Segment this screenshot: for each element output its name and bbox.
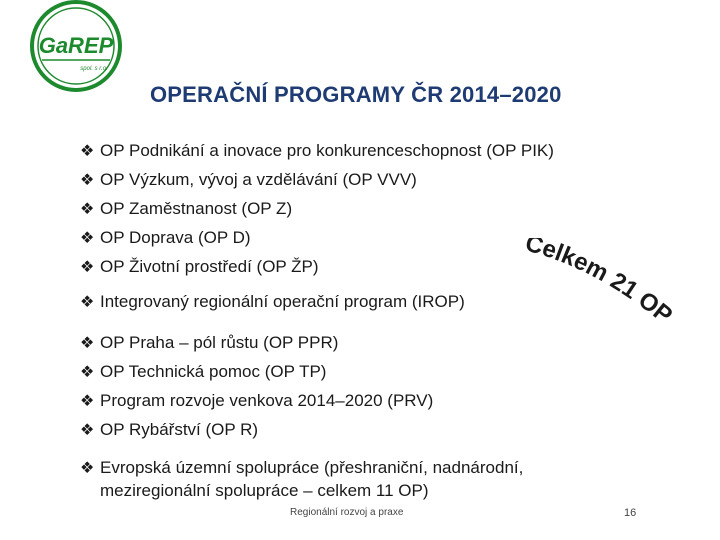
diamond-bullet-icon: ❖	[80, 230, 95, 247]
diamond-bullet-icon: ❖	[80, 294, 95, 311]
diamond-bullet-icon: ❖	[80, 335, 95, 352]
logo-graphic	[20, 0, 132, 92]
item-text-line1: Evropská územní spolupráce (přeshraniční, nadnárodní,	[100, 458, 524, 477]
item-text: OP Výzkum, vývoj a vzdělávání (OP VVV)	[100, 170, 417, 189]
diamond-bullet-icon: ❖	[80, 393, 95, 410]
diamond-bullet-icon: ❖	[80, 364, 95, 381]
item-text: OP Podnikání a inovace pro konkurenceschopnost (OP PIK)	[100, 141, 554, 160]
total-callout	[518, 238, 720, 338]
page-number: 16	[624, 507, 637, 519]
item-text: OP Technická pomoc (OP TP)	[100, 362, 327, 381]
list-item	[80, 291, 465, 314]
footer-source: Regionální rozvoj a praxe	[290, 507, 404, 518]
diamond-bullet-icon: ❖	[80, 422, 95, 439]
list-item	[80, 140, 554, 163]
list-item	[80, 332, 338, 355]
list-item	[80, 419, 258, 442]
list-item	[80, 457, 640, 502]
diamond-bullet-icon: ❖	[80, 460, 95, 477]
list-item	[80, 227, 251, 250]
diamond-bullet-icon: ❖	[80, 143, 95, 160]
list-item	[80, 198, 292, 221]
total-callout-graphic	[518, 238, 720, 338]
logo-sub: spol. s r.o.	[80, 66, 108, 72]
list-item	[80, 256, 319, 279]
diamond-bullet-icon: ❖	[80, 201, 95, 218]
diamond-bullet-icon: ❖	[80, 172, 95, 189]
item-text: Program rozvoje venkova 2014–2020 (PRV)	[100, 391, 434, 410]
logo-brand: GaREP	[38, 33, 114, 58]
list-item	[80, 361, 326, 384]
callout-text: Celkem 21 OP	[522, 238, 678, 330]
list-item	[80, 169, 417, 192]
company-logo	[20, 0, 132, 92]
item-text: OP Praha – pól růstu (OP PPR)	[100, 333, 339, 352]
item-text: OP Zaměstnanost (OP Z)	[100, 199, 293, 218]
svg-text:Celkem 21 OP	[522, 238, 677, 329]
item-text: OP Doprava (OP D)	[100, 228, 251, 247]
item-text-line2: meziregionální spolupráce – celkem 11 OP)	[100, 481, 429, 500]
list-item	[80, 390, 433, 413]
page-title: OPERAČNÍ PROGRAMY ČR 2014–2020	[150, 82, 562, 107]
item-text: OP Životní prostředí (OP ŽP)	[100, 257, 319, 276]
item-text: OP Rybářství (OP R)	[100, 420, 259, 439]
diamond-bullet-icon: ❖	[80, 259, 95, 276]
item-text: Integrovaný regionální operační program (IROP)	[100, 292, 465, 311]
